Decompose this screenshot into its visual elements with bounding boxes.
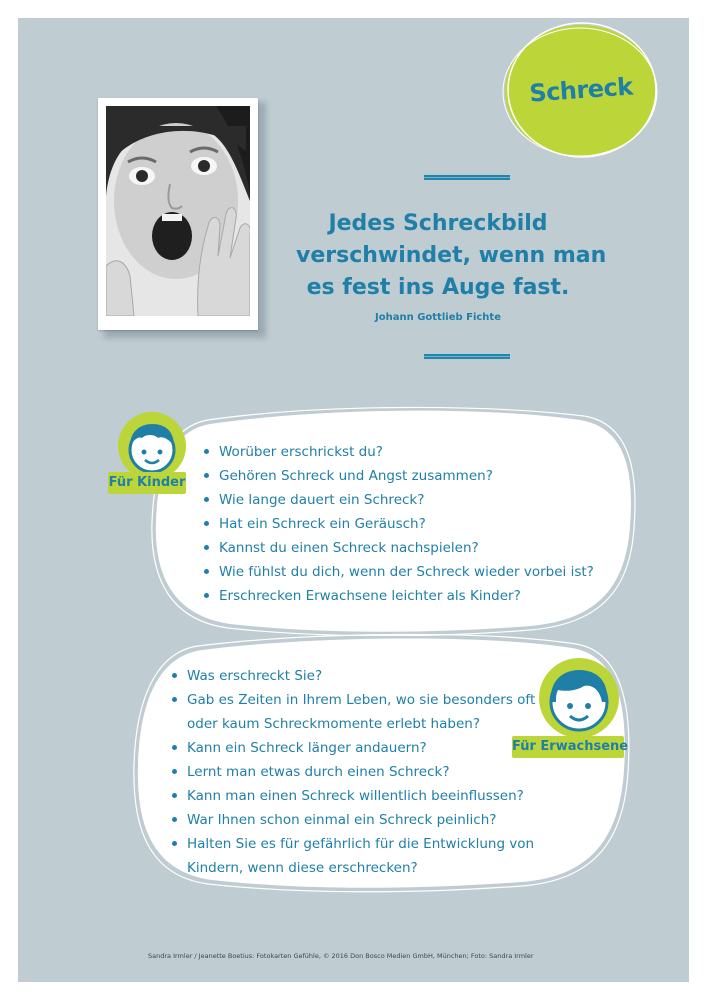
quote-divider-top [424, 175, 510, 180]
page-title: Schreck [528, 72, 634, 108]
bullet-icon [172, 817, 177, 822]
adults-label: Für Erwachsene [512, 736, 624, 758]
list-item [204, 584, 594, 608]
bullet-icon [204, 521, 209, 526]
footer-credits: Sandra Irmler / Jeanette Boetius: Fotokarten Gefühle, © 2016 Don Bosco Medien GmbH, München; Foto: Sandra Irmler [148, 952, 534, 960]
bullet-icon [204, 497, 209, 502]
list-item [172, 808, 535, 832]
bullet-icon [172, 793, 177, 798]
bullet-icon [172, 673, 177, 678]
surprised-child-image [106, 106, 250, 316]
question-text: Gab es Zeiten in Ihrem Leben, wo sie besonders oft [187, 692, 536, 708]
quote-line: Jedes Schreckbild [328, 211, 548, 236]
kids-question-list [204, 440, 594, 608]
list-item [204, 464, 594, 488]
list-item [204, 488, 594, 512]
question-text: Wie lange dauert ein Schreck? [219, 492, 425, 508]
quote-line: es fest ins Auge fast. [306, 275, 570, 300]
bullet-icon [172, 697, 177, 702]
list-item [172, 760, 535, 784]
question-text: Kann ein Schreck länger andauern? [187, 740, 427, 756]
list-item [172, 784, 535, 808]
adult-face-icon [534, 656, 624, 742]
bullet-icon [204, 449, 209, 454]
photo-frame [98, 98, 258, 330]
list-item [204, 536, 594, 560]
title-badge [500, 18, 662, 163]
list-item [172, 832, 535, 856]
quote-divider-bottom [424, 354, 510, 359]
question-text: oder kaum Schreckmomente erlebt haben? [187, 716, 480, 732]
quote-text [296, 208, 607, 304]
list-item [204, 560, 594, 584]
question-text: Kannst du einen Schreck nachspielen? [219, 540, 479, 556]
list-item-continuation [172, 856, 535, 880]
question-text: Hat ein Schreck ein Geräusch? [219, 516, 426, 532]
bullet-icon [172, 745, 177, 750]
kids-avatar [108, 408, 192, 498]
bullet-icon [204, 593, 209, 598]
question-text: Kindern, wenn diese erschrecken? [187, 860, 418, 876]
list-item [172, 664, 535, 688]
list-item [204, 440, 594, 464]
adults-question-list [172, 664, 535, 880]
adults-avatar [512, 656, 630, 762]
quote-line: verschwindet, wenn man [296, 243, 607, 268]
bullet-icon [172, 841, 177, 846]
question-text: Halten Sie es für gefährlich für die Entwicklung von [187, 836, 535, 852]
question-text: Erschrecken Erwachsene leichter als Kinder? [219, 588, 521, 604]
list-item [204, 512, 594, 536]
question-text: Wie fühlst du dich, wenn der Schreck wieder vorbei ist? [219, 564, 594, 580]
question-text: Worüber erschrickst du? [219, 444, 383, 460]
list-item [172, 688, 535, 712]
list-item-continuation [172, 712, 535, 736]
bullet-icon [204, 569, 209, 574]
bullet-icon [204, 545, 209, 550]
question-text: War Ihnen schon einmal ein Schreck peinlich? [187, 812, 497, 828]
list-item [172, 736, 535, 760]
question-text: Gehören Schreck und Angst zusammen? [219, 468, 493, 484]
child-photo [106, 106, 250, 316]
question-text: Kann man einen Schreck willentlich beeinflussen? [187, 788, 524, 804]
bullet-icon [172, 769, 177, 774]
quote-author: Johann Gottlieb Fichte [375, 312, 501, 323]
kids-label: Für Kinder [108, 472, 186, 494]
bullet-icon [204, 473, 209, 478]
question-text: Was erschreckt Sie? [187, 668, 323, 684]
question-text: Lernt man etwas durch einen Schreck? [187, 764, 450, 780]
